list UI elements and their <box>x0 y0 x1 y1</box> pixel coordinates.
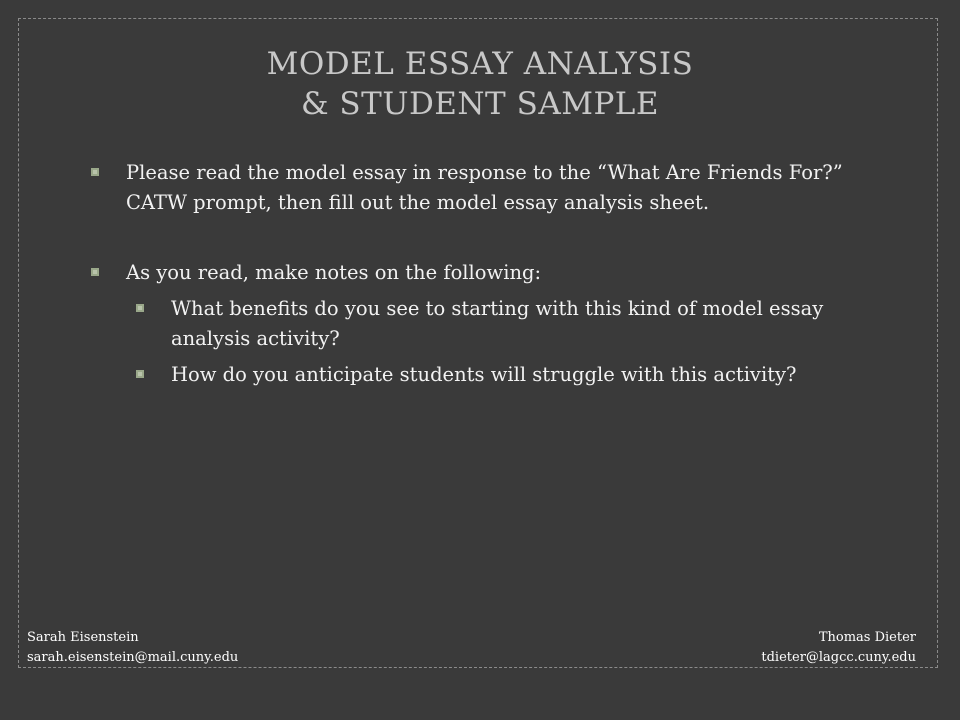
title-line-1: MODEL ESSAY ANALYSIS <box>266 46 694 82</box>
square-bullet-icon <box>135 303 145 313</box>
author-email: sarah.eisenstein@mail.cuny.edu <box>27 650 239 665</box>
author-name: Sarah Eisenstein <box>27 630 139 645</box>
bullet-text: Please read the model essay in response to the “What Are Friends For?” CATW prompt, then fill out the model essay analysis sheet. <box>126 161 843 214</box>
author-name: Thomas Dieter <box>818 630 916 645</box>
footer-left-contact <box>27 628 238 668</box>
sub-bullet-text: How do you anticipate students will struggle with this activity? <box>171 363 797 386</box>
author-email: tdieter@lagcc.cuny.edu <box>761 650 916 665</box>
bullet-text: As you read, make notes on the following: <box>126 261 542 284</box>
sub-bullet-text: What benefits do you see to starting with this kind of model essay analysis activity? <box>171 297 824 350</box>
bullet-item <box>90 258 850 288</box>
footer-right-contact <box>761 628 916 668</box>
sub-bullet-item <box>135 360 850 390</box>
square-bullet-icon <box>90 267 100 277</box>
slide-title <box>0 44 960 124</box>
bullet-item <box>90 158 850 218</box>
square-bullet-icon <box>135 369 145 379</box>
sub-bullet-item <box>135 294 850 354</box>
title-line-2: & STUDENT SAMPLE <box>300 86 660 122</box>
bullet-list <box>90 158 850 396</box>
square-bullet-icon <box>90 167 100 177</box>
